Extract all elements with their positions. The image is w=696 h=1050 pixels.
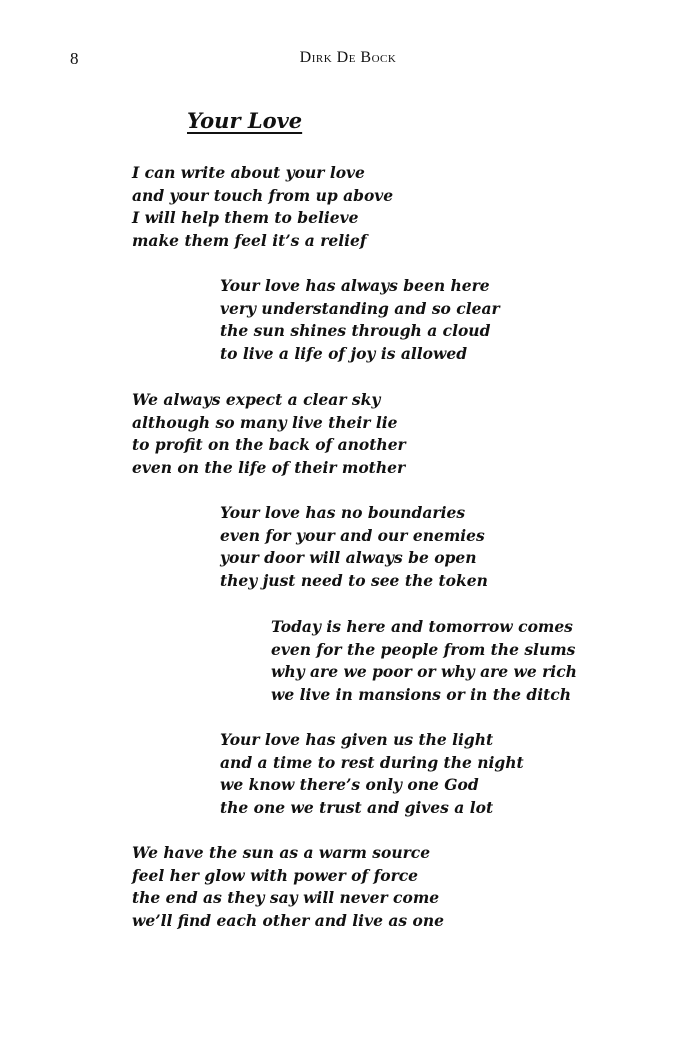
stanza-3 — [132, 389, 406, 479]
poem-line: Your love has no boundaries — [220, 503, 466, 522]
stanza-2 — [220, 275, 500, 365]
poem-line: we know there’s only one God — [220, 775, 479, 795]
poem-line: although so many live their lie — [132, 412, 398, 432]
stanza-6 — [220, 729, 524, 819]
poem-line: very understanding and so clear — [220, 298, 500, 318]
poem-line: Your love has given us the light — [220, 730, 494, 749]
poem-line: feel her glow with power of force — [132, 865, 419, 885]
poem-title: Your Love — [187, 108, 303, 133]
poem-line: and your touch from up above — [132, 185, 394, 205]
poem-line: I will help them to believe — [132, 208, 359, 228]
stanza-5 — [271, 616, 577, 706]
poem-line: and a time to rest during the night — [220, 752, 524, 772]
poem-line: the one we trust and gives a lot — [220, 797, 494, 817]
poem-line: I can write about your love — [132, 163, 365, 182]
poem-line: we live in mansions or in the ditch — [271, 684, 571, 704]
poem-line: the sun shines through a cloud — [220, 321, 491, 341]
running-head: Dirk De Bock — [299, 49, 397, 66]
poem-line: even for the people from the slums — [271, 639, 576, 659]
stanza-4 — [220, 502, 488, 592]
poem-line: Your love has always been here — [220, 276, 490, 295]
poem-line: even on the life of their mother — [132, 457, 406, 477]
stanza-1 — [132, 162, 393, 252]
stanza-7 — [132, 842, 444, 932]
poem-line: We have the sun as a warm source — [132, 843, 431, 862]
poem-line: to live a life of joy is allowed — [220, 343, 468, 363]
poem-line: Today is here and tomorrow comes — [271, 617, 573, 636]
poem-line: to profit on the back of another — [132, 435, 406, 455]
poem-line: make them feel it’s a relief — [132, 230, 367, 250]
poem-line: the end as they say will never come — [132, 888, 440, 908]
poem-line: they just need to see the token — [220, 570, 488, 590]
poem-line: why are we poor or why are we rich — [271, 662, 577, 682]
poem-line: your door will always be open — [220, 548, 477, 568]
page-number: 8 — [70, 49, 79, 68]
poem-line: even for your and our enemies — [220, 525, 485, 545]
poem-line: we’ll find each other and live as one — [132, 910, 444, 930]
poem-line: We always expect a clear sky — [132, 390, 381, 409]
